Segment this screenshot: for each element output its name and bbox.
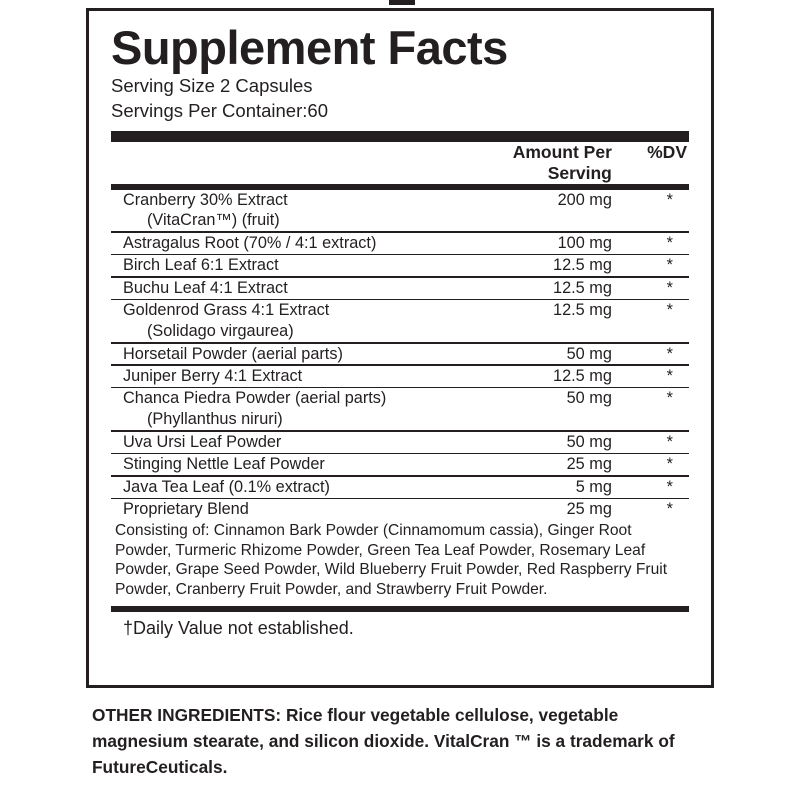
divider-thick-top <box>111 131 689 142</box>
ingredient-amount: 12.5 mg <box>553 278 612 297</box>
ingredient-table <box>111 190 689 600</box>
ingredient-dv: * <box>666 233 673 252</box>
ingredient-dv: * <box>666 344 673 363</box>
table-row <box>111 388 689 430</box>
ingredient-name <box>111 190 447 232</box>
header-percent-dv: %DV <box>647 141 687 162</box>
ingredient-name: Uva Ursi Leaf Powder <box>123 432 282 451</box>
nutrition-table <box>111 142 689 184</box>
table-row <box>111 454 689 475</box>
ingredient-amount: 12.5 mg <box>553 301 612 320</box>
ingredient-amount: 12.5 mg <box>553 366 612 385</box>
header-amount-per-serving: Amount Per Serving <box>512 141 612 183</box>
blend-name: Proprietary Blend <box>123 500 249 519</box>
blend-description: Consisting of: Cinnamon Bark Powder (Cinnamomum cassia), Ginger Root Powder, Turmeric Rhizome Powder, Green Tea Leaf Powder, Rosemary Leaf Powder, Grape Seed Powder, Wild Blueberry Fruit Powder, Red Raspberry Fruit Powder, Cranberry Fruit Powder, and Strawberry Fruit Powder. <box>115 521 668 598</box>
ingredient-amount: 50 mg <box>566 344 612 363</box>
ingredient-dv: * <box>666 256 673 275</box>
table-row <box>111 190 689 232</box>
ingredient-amount: 100 mg <box>557 233 612 252</box>
ingredient-name: Birch Leaf 6:1 Extract <box>123 256 279 275</box>
table-row <box>111 233 689 254</box>
ingredient-amount: 50 mg <box>566 389 612 408</box>
ingredient-name-text: Goldenrod Grass 4:1 Extract <box>123 301 330 320</box>
other-ingredients: OTHER INGREDIENTS: Rice flour vegetable cellulose, vegetable magnesium stearate, and silicon dioxide. VitalCran ™ is a trademark of FutureCeuticals. <box>92 705 675 777</box>
blend-amount: 25 mg <box>566 500 612 519</box>
table-header-row <box>111 142 689 184</box>
ingredient-dv: * <box>666 190 673 209</box>
ingredient-subname: (VitaCran™) (fruit) <box>147 211 280 230</box>
ingredient-dv: * <box>666 432 673 451</box>
table-row-proprietary-blend <box>111 499 689 520</box>
table-row <box>111 300 689 342</box>
blend-description-cell <box>111 520 689 600</box>
serving-size: Serving Size 2 Capsules <box>111 75 313 97</box>
panel-title: Supplement Facts <box>111 21 508 74</box>
table-row <box>111 344 689 365</box>
ingredient-dv: * <box>666 366 673 385</box>
table-row <box>111 366 689 387</box>
blend-dv: * <box>666 500 673 519</box>
ingredient-name <box>111 388 447 430</box>
table-row <box>111 278 689 299</box>
ingredient-name-text: Chanca Piedra Powder (aerial parts) <box>123 389 387 408</box>
ingredient-name <box>111 300 447 342</box>
ingredient-name-text: Cranberry 30% Extract <box>123 190 288 209</box>
header-blank <box>111 142 447 184</box>
ingredient-dv: * <box>666 477 673 496</box>
ingredient-amount: 25 mg <box>566 455 612 474</box>
servings-per-container: Servings Per Container:60 <box>111 99 328 121</box>
ingredient-dv: * <box>666 389 673 408</box>
ingredient-subname: (Phyllanthus niruri) <box>147 410 283 429</box>
ingredient-amount: 50 mg <box>566 432 612 451</box>
ingredient-amount: 200 mg <box>557 190 612 209</box>
daily-value-footnote: †Daily Value not established. <box>123 617 354 638</box>
ingredient-name: Juniper Berry 4:1 Extract <box>123 366 303 385</box>
ingredient-amount: 5 mg <box>575 477 612 496</box>
ingredient-name: Java Tea Leaf (0.1% extract) <box>123 477 330 496</box>
ingredient-name: Buchu Leaf 4:1 Extract <box>123 278 288 297</box>
ingredient-dv: * <box>666 278 673 297</box>
table-row <box>111 255 689 276</box>
top-edge-mark <box>389 0 415 5</box>
ingredient-name: Stinging Nettle Leaf Powder <box>123 455 325 474</box>
supplement-facts-panel <box>86 8 714 688</box>
table-row <box>111 477 689 498</box>
ingredient-name: Astragalus Root (70% / 4:1 extract) <box>123 233 377 252</box>
ingredient-subname: (Solidago virgaurea) <box>147 322 294 341</box>
table-row <box>111 432 689 453</box>
ingredient-amount: 12.5 mg <box>553 256 612 275</box>
ingredient-dv: * <box>666 301 673 320</box>
ingredient-dv: * <box>666 455 673 474</box>
ingredient-name: Horsetail Powder (aerial parts) <box>123 344 343 363</box>
